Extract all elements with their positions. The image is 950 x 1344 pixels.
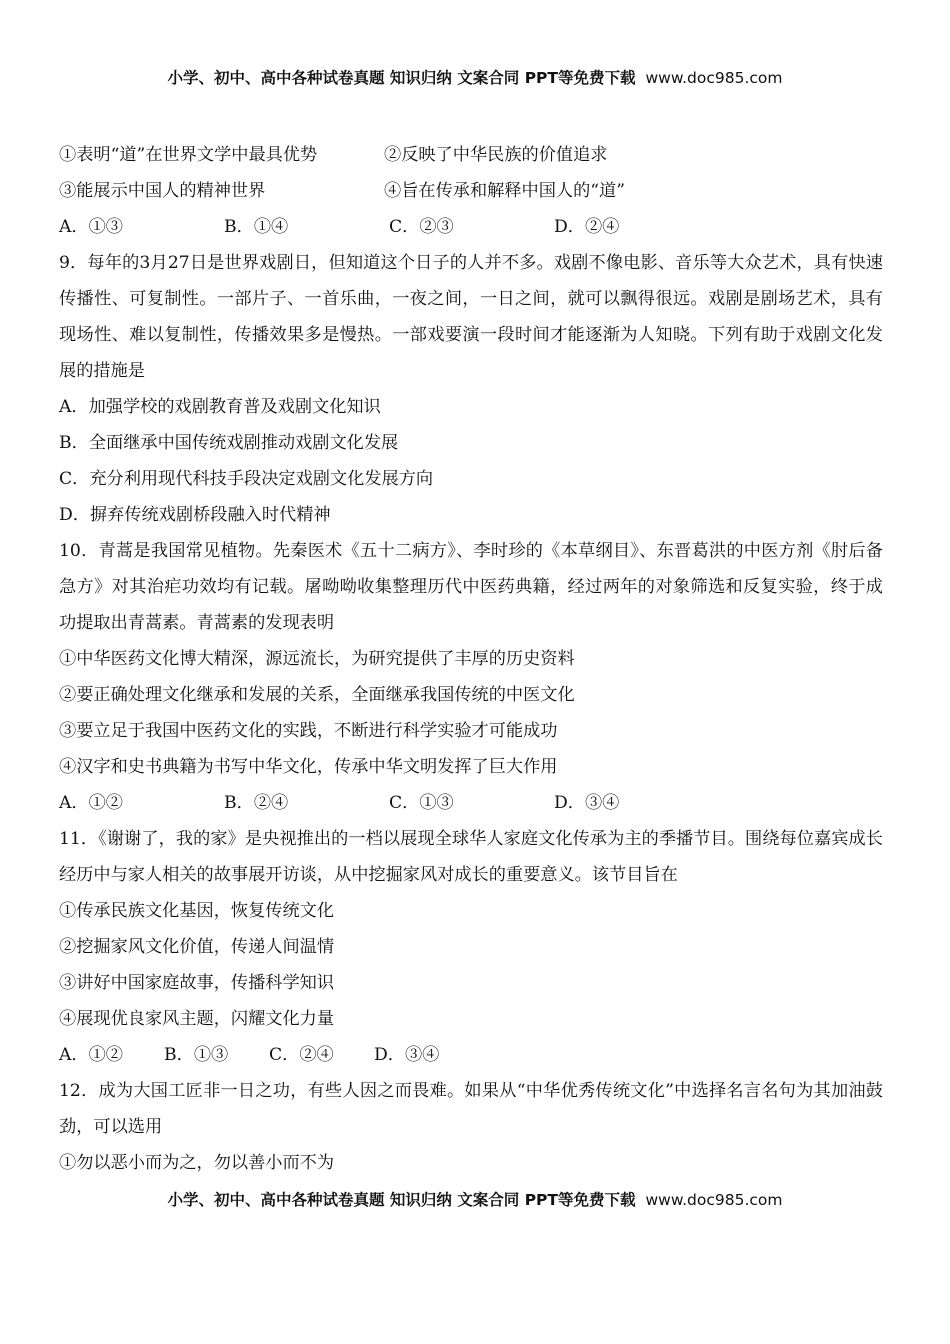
q10-option-c: C．①③ bbox=[389, 793, 454, 813]
q11-options bbox=[59, 1037, 883, 1073]
q10-option-d: D．③④ bbox=[554, 793, 620, 813]
q11-statement-3: ③讲好中国家庭故事，传播科学知识 bbox=[59, 973, 335, 993]
q10-statement-3: ③要立足于我国中医药文化的实践，不断进行科学实验才可能成功 bbox=[59, 721, 558, 741]
q9-option-a: A．加强学校的戏剧教育普及戏剧文化知识 bbox=[59, 397, 381, 417]
q8-option-a: A．①③ bbox=[59, 217, 123, 237]
header-banner bbox=[0, 68, 950, 88]
q8-statement-1: ①表明“道”在世界文学中最具优势 bbox=[59, 145, 318, 165]
q8-statement-3: ③能展示中国人的精神世界 bbox=[59, 181, 266, 201]
q12-statement-1: ①勿以恶小而为之，勿以善小而不为 bbox=[59, 1153, 335, 1173]
q9-option-d: D．摒弃传统戏剧桥段融入时代精神 bbox=[59, 505, 331, 525]
q8-option-c: C．②③ bbox=[389, 217, 454, 237]
q9-option-b: B．全面继承中国传统戏剧推动戏剧文化发展 bbox=[59, 433, 399, 453]
footer-url-link[interactable]: www.doc985.com bbox=[645, 1191, 783, 1209]
q11-stem: 11．《谢谢了，我的家》是央视推出的一档以展现全球华人家庭文化传承为主的季播节目。围绕每位嘉宾成长经历中与家人相关的故事展开访谈，从中挖掘家风对成长的重要意义。该节目旨在 bbox=[59, 829, 883, 885]
q11-option-c: C．②④ bbox=[269, 1045, 334, 1065]
q8-statement-row bbox=[59, 137, 883, 173]
q11-option-a: A．①② bbox=[59, 1045, 123, 1065]
header-banner-text: 小学、初中、高中各种试卷真题 知识归纳 文案合同 PPT等免费下载 bbox=[167, 69, 636, 87]
q11-statement-2: ②挖掘家风文化价值，传递人间温情 bbox=[59, 937, 335, 957]
q8-options bbox=[59, 209, 883, 245]
q9-stem: 9．每年的3月27日是世界戏剧日，但知道这个日子的人并不多。戏剧不像电影、音乐等大众艺术，具有快速传播性、可复制性。一部片子、一首乐曲，一夜之间，一日之间，就可以飘得很远。戏剧是剧场艺术，具有现场性、难以复制性，传播效果多是慢热。一部戏要演一段时间才能逐渐为人知晓。下列有助于戏剧文化发展的措施是 bbox=[59, 253, 883, 381]
q12-stem: 12．成为大国工匠非一日之功，有些人因之而畏难。如果从“中华优秀传统文化”中选择名言名句为其加油鼓劲，可以选用 bbox=[59, 1081, 883, 1137]
q8-statement-row bbox=[59, 173, 883, 209]
q10-statement-1: ①中华医药文化博大精深，源远流长，为研究提供了丰厚的历史资料 bbox=[59, 649, 575, 669]
document-body bbox=[59, 137, 883, 1181]
q10-stem: 10．青蒿是我国常见植物。先秦医术《五十二病方》、李时珍的《本草纲目》、东晋葛洪的中医方剂《肘后备急方》对其治疟功效均有记载。屠呦呦收集整理历代中医药典籍，经过两年的对象筛选和反复实验，终于成功提取出青蒿素。青蒿素的发现表明 bbox=[59, 541, 883, 633]
q10-option-a: A．①② bbox=[59, 793, 123, 813]
q9-option-c: C．充分利用现代科技手段决定戏剧文化发展方向 bbox=[59, 469, 434, 489]
q11-statement-4: ④展现优良家风主题，闪耀文化力量 bbox=[59, 1009, 335, 1029]
q10-option-b: B．②④ bbox=[224, 793, 289, 813]
footer-banner-text: 小学、初中、高中各种试卷真题 知识归纳 文案合同 PPT等免费下载 bbox=[167, 1191, 636, 1209]
q11-option-d: D．③④ bbox=[374, 1045, 440, 1065]
footer-banner bbox=[0, 1190, 950, 1210]
q11-option-b: B．①③ bbox=[164, 1045, 229, 1065]
header-url-link[interactable]: www.doc985.com bbox=[645, 69, 783, 87]
q10-statement-2: ②要正确处理文化继承和发展的关系，全面继承我国传统的中医文化 bbox=[59, 685, 575, 705]
q10-options bbox=[59, 785, 883, 821]
q11-statement-1: ①传承民族文化基因，恢复传统文化 bbox=[59, 901, 335, 921]
q8-option-d: D．②④ bbox=[554, 217, 620, 237]
q8-statement-2: ②反映了中华民族的价值追求 bbox=[384, 145, 608, 165]
q8-option-b: B．①④ bbox=[224, 217, 289, 237]
q8-statement-4: ④旨在传承和解释中国人的“道” bbox=[384, 181, 626, 201]
q10-statement-4: ④汉字和史书典籍为书写中华文化，传承中华文明发挥了巨大作用 bbox=[59, 757, 558, 777]
